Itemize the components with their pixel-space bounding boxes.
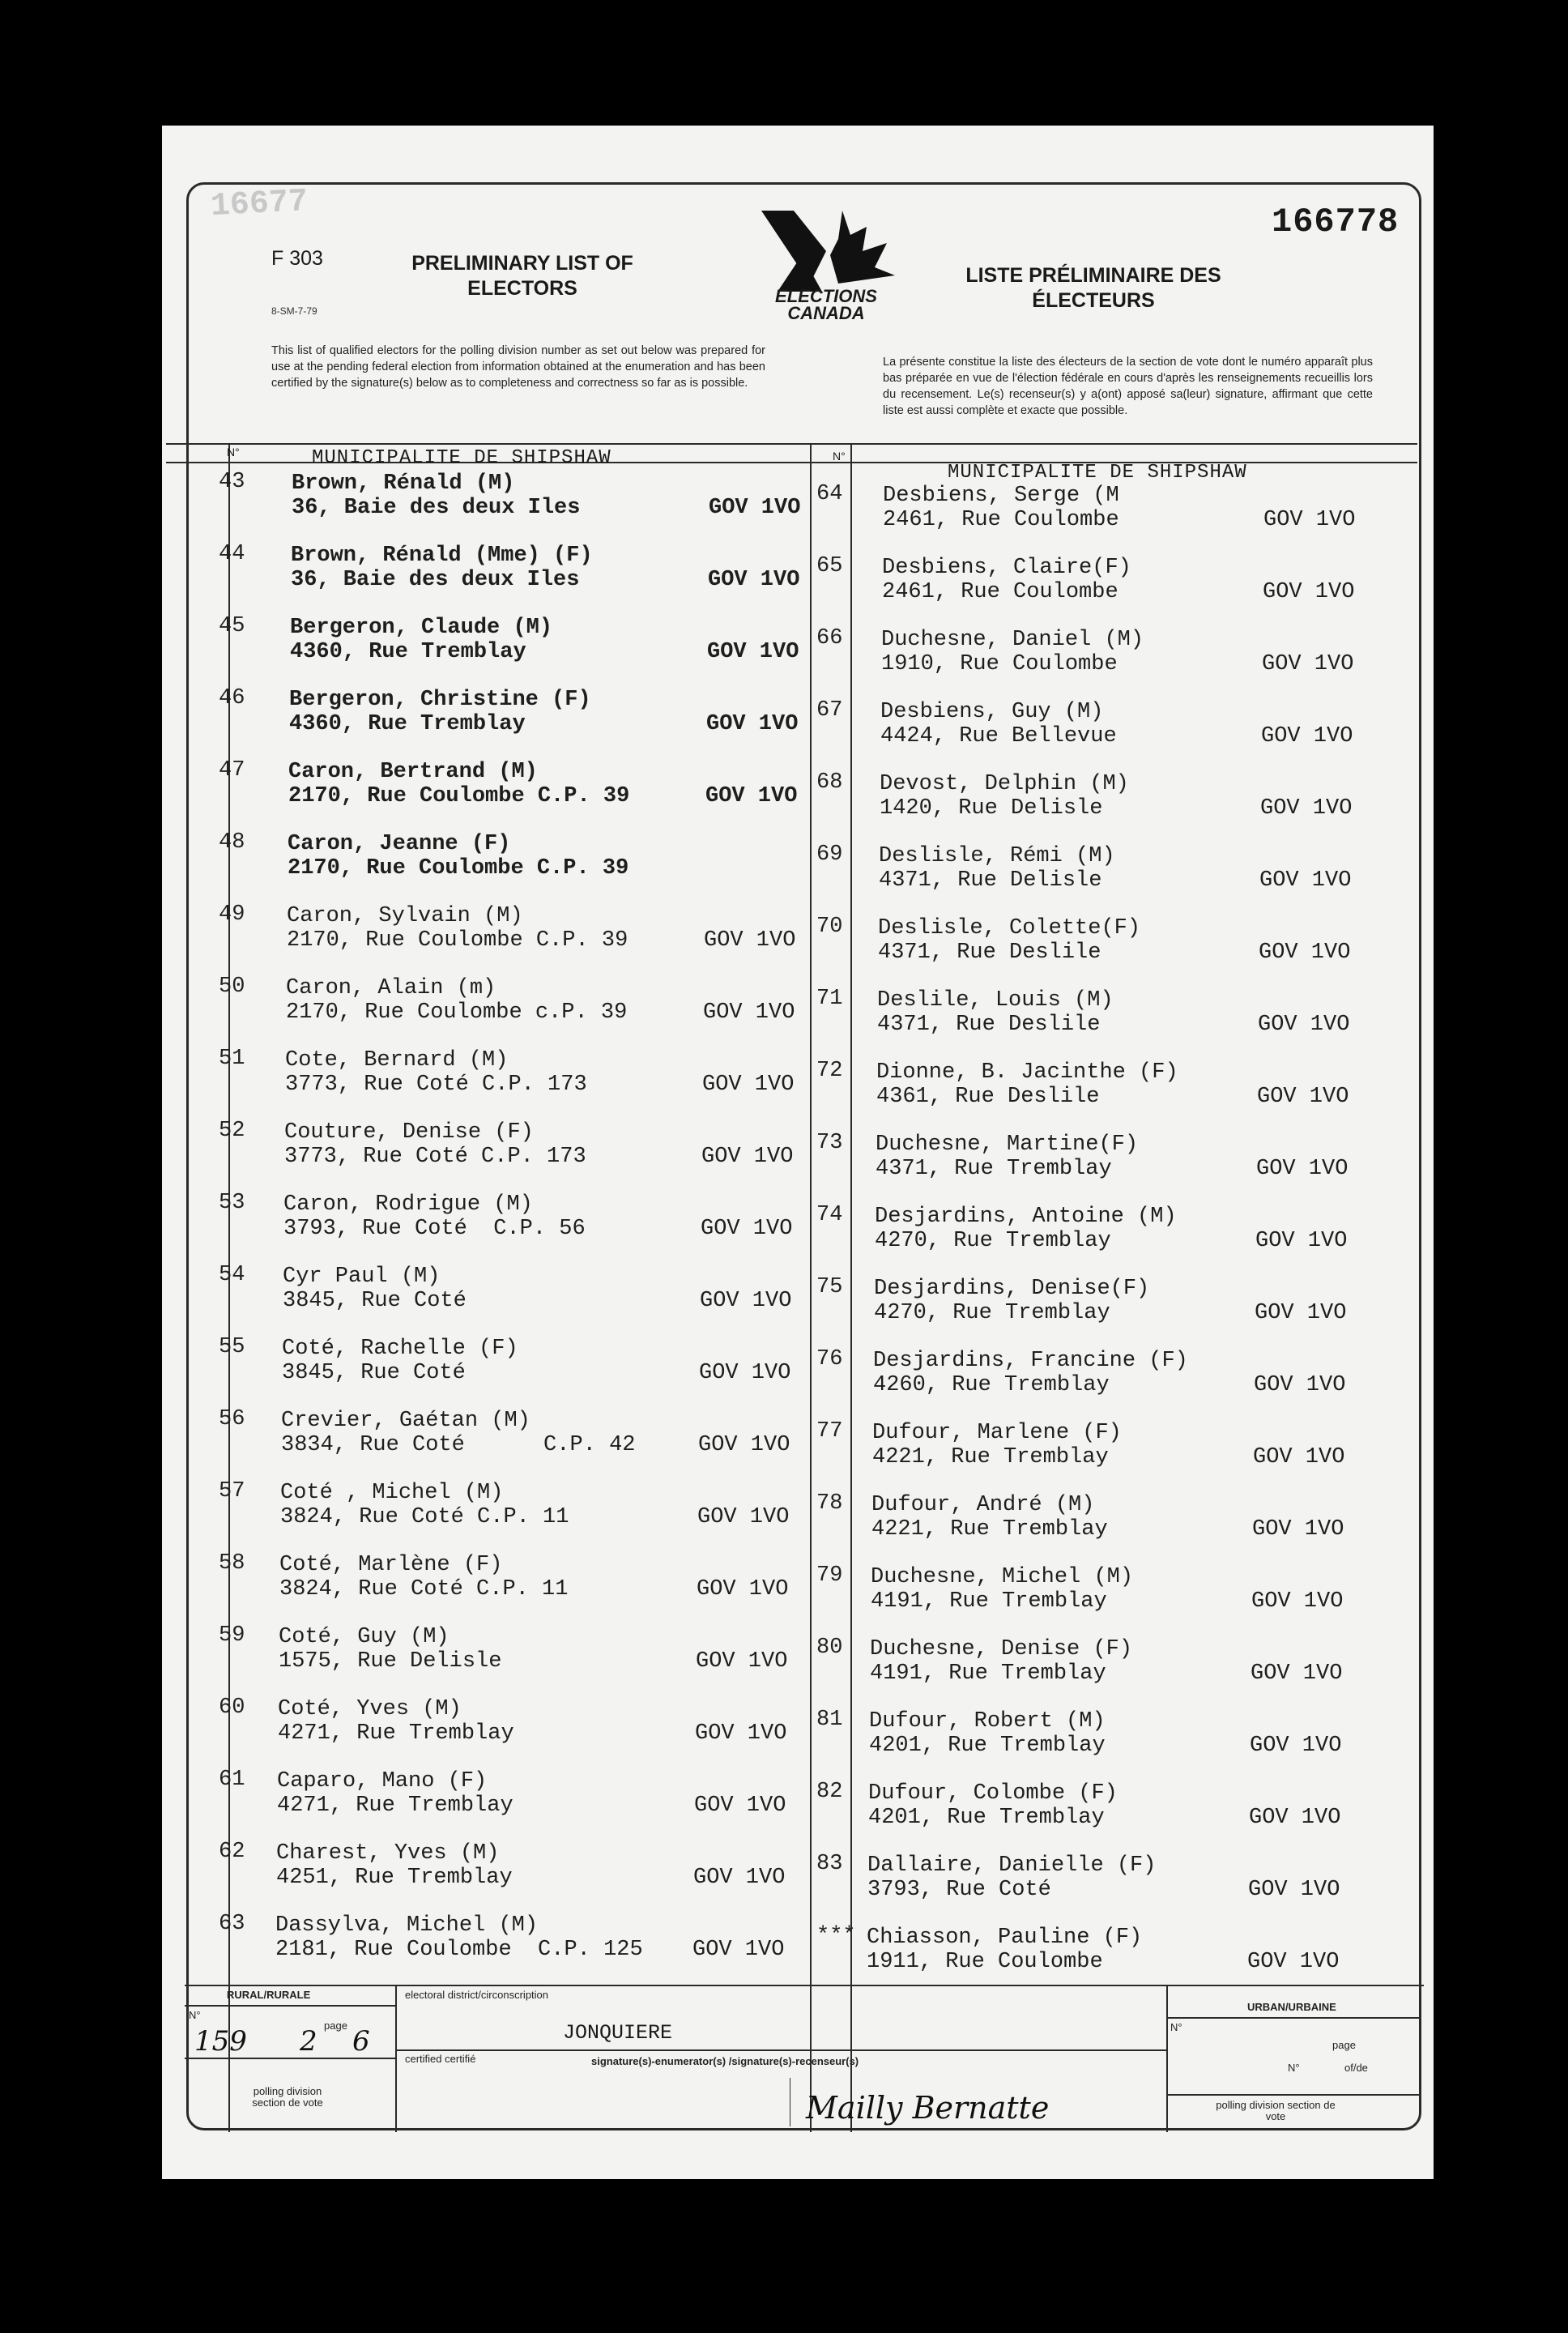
elector-address: 4361, Rue Deslile (876, 1085, 1100, 1109)
elector-name: Duchesne, Denise (F) (870, 1637, 1133, 1661)
elector-name: Dionne, B. Jacinthe (F) (876, 1060, 1178, 1085)
entry-number: 79 (816, 1563, 843, 1588)
elector-name: Dufour, André (M) (871, 1493, 1095, 1517)
entry-number: 82 (816, 1780, 843, 1804)
entry-number: 48 (219, 830, 245, 855)
postal-code: GOV 1VO (701, 1145, 794, 1169)
elector-name: Brown, Rénald (Mme) (F) (291, 544, 593, 568)
entry-number: 73 (816, 1131, 843, 1155)
postal-code: GOV 1VO (693, 1866, 786, 1890)
elector-address: 3773, Rue Coté C.P. 173 (285, 1073, 587, 1097)
elector-address: 2461, Rue Coulombe (882, 580, 1118, 604)
entry-number: 55 (219, 1335, 245, 1359)
entry-number: 67 (816, 698, 843, 723)
postal-code: GOV 1VO (699, 1361, 791, 1385)
entry-number: 49 (219, 902, 245, 927)
right-municipality-heading: MUNICIPALITE DE SHIPSHAW (948, 462, 1247, 484)
elector-name: Caron, Bertrand (M) (288, 760, 538, 784)
elector-name: Couture, Denise (F) (284, 1120, 534, 1145)
postal-code: GOV 1VO (1253, 1445, 1345, 1469)
postal-code: GOV 1VO (1263, 580, 1355, 604)
entry-number: 57 (219, 1479, 245, 1503)
elector-address: 2170, Rue Coulombe c.P. 39 (286, 1000, 628, 1025)
postal-code: GOV 1VO (1247, 1950, 1340, 1974)
postal-code: GOV 1VO (1258, 1013, 1350, 1037)
postal-code: GOV 1VO (703, 1000, 795, 1025)
elector-address: 1911, Rue Coulombe (867, 1950, 1103, 1974)
postal-code: GOV 1VO (1259, 868, 1352, 893)
elector-address: 3773, Rue Coté C.P. 173 (284, 1145, 586, 1169)
elector-name: Caron, Alain (m) (286, 976, 496, 1000)
elector-name: Desbiens, Claire(F) (882, 556, 1131, 580)
elector-name: Charest, Yves (M) (276, 1841, 500, 1866)
elector-name: Cyr Paul (M) (283, 1265, 441, 1289)
elector-address: 2170, Rue Coulombe C.P. 39 (288, 856, 629, 881)
postal-code: GOV 1VO (706, 712, 799, 736)
elector-address: 4371, Rue Deslile (878, 940, 1101, 965)
elector-name: Caparo, Mano (F) (277, 1769, 488, 1793)
entry-number: *** (816, 1924, 856, 1948)
elector-name: Desbiens, Serge (M (883, 484, 1119, 508)
logo-text (745, 288, 907, 322)
elector-name: Caron, Jeanne (F) (288, 832, 511, 856)
footer-top-rule (185, 1985, 1424, 1986)
elector-name: Devost, Delphin (M) (880, 772, 1129, 796)
entry-number: 58 (219, 1551, 245, 1576)
entry-number: 81 (816, 1708, 843, 1732)
elector-name: Dufour, Robert (M) (869, 1709, 1106, 1734)
entry-number: 63 (219, 1912, 245, 1936)
elector-name: Duchesne, Martine(F) (876, 1132, 1139, 1157)
postal-code: GOV 1VO (1256, 1157, 1349, 1181)
postal-code: GOV 1VO (1254, 1373, 1346, 1397)
electoral-district-label: electoral district/circonscription (405, 1989, 549, 2001)
postal-code: GOV 1VO (1248, 1878, 1340, 1902)
elector-address: 2181, Rue Coulombe C.P. 125 (275, 1938, 643, 1962)
postal-code: GOV 1VO (707, 640, 799, 664)
entry-number: 68 (816, 770, 843, 795)
rural-header-rule (185, 2005, 395, 2007)
postal-code: GOV 1VO (701, 1217, 793, 1241)
postal-code: GOV 1VO (1251, 1661, 1343, 1686)
elector-address: 4271, Rue Tremblay (277, 1793, 513, 1818)
elector-address: 4360, Rue Tremblay (290, 640, 526, 664)
elector-address: 2170, Rue Coulombe C.P. 39 (287, 928, 628, 953)
elector-address: 36, Baie des deux Iles (292, 496, 581, 520)
urban-page-label: page (1332, 2039, 1356, 2051)
urban-ofde-label: of/de (1344, 2062, 1368, 2074)
postal-code: GOV 1VO (1249, 1806, 1341, 1830)
elector-name: Dufour, Colombe (F) (868, 1781, 1118, 1806)
postal-code: GOV 1VO (700, 1289, 792, 1313)
elector-name: Deslile, Louis (M) (877, 988, 1114, 1013)
entry-number: 47 (219, 758, 245, 783)
elector-address: 3834, Rue Coté C.P. 42 (281, 1433, 636, 1457)
elector-name: Crevier, Gaétan (M) (281, 1409, 530, 1433)
elector-name: Coté, Rachelle (F) (282, 1337, 518, 1361)
elector-address: 4371, Rue Tremblay (876, 1157, 1112, 1181)
entry-number: 60 (219, 1695, 245, 1720)
postal-code: GOV 1VO (1260, 796, 1353, 821)
elector-address: 4270, Rue Tremblay (875, 1229, 1111, 1253)
entry-number: 74 (816, 1203, 843, 1227)
serial-number: 166778 (1272, 203, 1400, 241)
urban-no-label: N° (1170, 2021, 1182, 2033)
title-english: PRELIMINARY LIST OF ELECTORS (411, 252, 633, 300)
table-top-rule (166, 443, 1417, 445)
logo-text-line2: CANADA (787, 303, 865, 323)
postal-code: GOV 1VO (1257, 1085, 1349, 1109)
signatures-label: signature(s)-enumerator(s) /signature(s)-recenseur(s) (591, 2055, 859, 2067)
revision-code: 8-SM-7-79 (271, 305, 317, 317)
entry-number: 83 (816, 1852, 843, 1876)
elector-name: Caron, Sylvain (M) (287, 904, 523, 928)
urban-no2-label: N° (1288, 2062, 1300, 2074)
logo-text-line1: ELECTIONS (775, 286, 877, 306)
elector-address: 3845, Rue Coté (282, 1361, 466, 1385)
elector-name: Caron, Rodrigue (M) (283, 1192, 533, 1217)
postal-code: GOV 1VO (695, 1721, 787, 1746)
entry-number: 45 (219, 614, 245, 638)
elector-address: 4271, Rue Tremblay (278, 1721, 514, 1746)
postal-code: GOV 1VO (1255, 1229, 1348, 1253)
postal-code: GOV 1VO (1263, 508, 1356, 532)
elector-name: Bergeron, Christine (F) (289, 688, 591, 712)
elector-name: Desbiens, Guy (M) (880, 700, 1104, 724)
left-col-no-label: N° (227, 446, 240, 458)
elector-address: 4201, Rue Tremblay (869, 1734, 1106, 1758)
entry-number: 52 (219, 1119, 245, 1143)
elector-name: Desjardins, Antoine (M) (875, 1205, 1177, 1229)
postal-code: GOV 1VO (694, 1793, 786, 1818)
entry-number: 77 (816, 1419, 843, 1444)
elector-address: 4424, Rue Bellevue (880, 724, 1117, 749)
postal-code: GOV 1VO (705, 784, 798, 808)
intro-english: This list of qualified electors for the polling division number as set out below was prepared for use at the pending federal election from information obtained at the enumeration and has been certified by the signature(s) below as to completeness and correctness so far as is possible. (271, 344, 765, 390)
elector-name: Brown, Rénald (M) (292, 471, 515, 496)
elector-name: Duchesne, Daniel (M) (881, 628, 1144, 652)
elector-name: Coté, Guy (M) (279, 1625, 450, 1649)
rural-label: RURAL/RURALE (227, 1989, 311, 2001)
entry-number: 80 (816, 1636, 843, 1660)
entry-number: 76 (816, 1347, 843, 1371)
elector-address: 3824, Rue Coté C.P. 11 (279, 1577, 569, 1602)
entry-number: 61 (219, 1768, 245, 1792)
elector-name: Coté , Michel (M) (280, 1481, 504, 1505)
elector-name: Duchesne, Michel (M) (871, 1565, 1134, 1589)
elector-name: Deslisle, Rémi (M) (879, 844, 1115, 868)
elector-address: 3845, Rue Coté (283, 1289, 467, 1313)
entry-number: 46 (219, 686, 245, 710)
elector-name: Dassylva, Michel (M) (275, 1913, 539, 1938)
elector-address: 4260, Rue Tremblay (873, 1373, 1110, 1397)
enumerator-signature: Mailly Bernatte (806, 2090, 1050, 2126)
entry-number: 70 (816, 915, 843, 939)
document-sheet (162, 126, 1434, 2179)
elector-name: Desjardins, Francine (F) (873, 1349, 1188, 1373)
serial-number-faint: 16677 (209, 183, 309, 226)
postal-code: GOV 1VO (1251, 1589, 1344, 1614)
elector-address: 4270, Rue Tremblay (874, 1301, 1110, 1325)
postal-code: GOV 1VO (1262, 652, 1354, 676)
elector-address: 4221, Rue Tremblay (872, 1445, 1109, 1469)
postal-code: GOV 1VO (698, 1433, 790, 1457)
entry-number: 72 (816, 1059, 843, 1083)
entry-number: 64 (816, 482, 843, 506)
elector-address: 4371, Rue Delisle (879, 868, 1102, 893)
right-col-no-label: N° (833, 450, 846, 463)
urban-header-rule (1166, 2017, 1421, 2019)
urban-mid-rule (1166, 2094, 1421, 2096)
entry-number: 71 (816, 987, 843, 1011)
entry-number: 62 (219, 1840, 245, 1864)
elector-name: Deslisle, Colette(F) (878, 916, 1141, 940)
elector-name: Dallaire, Danielle (F) (867, 1853, 1157, 1878)
postal-code: GOV 1VO (702, 1073, 795, 1097)
footer-rural-divider (395, 1985, 397, 2132)
entry-number: 65 (816, 554, 843, 578)
elector-address: 4191, Rue Tremblay (870, 1661, 1106, 1686)
footer-urban-divider (1166, 1985, 1168, 2132)
entry-number: 56 (219, 1407, 245, 1431)
elector-address: 4371, Rue Deslile (877, 1013, 1101, 1037)
elector-address: 1420, Rue Delisle (880, 796, 1103, 821)
elector-name: Cote, Bernard (M) (285, 1048, 509, 1073)
electoral-district-value: JONQUIERE (563, 2021, 673, 2045)
entry-number: 44 (219, 542, 245, 566)
form-code: F 303 (271, 247, 323, 270)
urban-polling-division-label: polling division section de vote (1216, 2099, 1336, 2122)
postal-code: GOV 1VO (709, 496, 801, 520)
rural-mid-rule (185, 2058, 395, 2059)
postal-code: GOV 1VO (692, 1938, 785, 1962)
elector-name: Bergeron, Claude (M) (290, 616, 553, 640)
district-mid-rule (395, 2049, 1166, 2051)
elector-name: Coté, Yves (M) (278, 1697, 462, 1721)
entry-number: 50 (219, 975, 245, 999)
elector-name: Dufour, Marlene (F) (872, 1421, 1122, 1445)
elector-address: 36, Baie des deux Iles (291, 568, 580, 592)
elector-address: 4221, Rue Tremblay (871, 1517, 1108, 1542)
center-divider-right (850, 443, 852, 2132)
elector-address: 3824, Rue Coté C.P. 11 (280, 1505, 569, 1529)
entry-number: 69 (816, 842, 843, 867)
postal-code: GOV 1VO (1259, 940, 1351, 965)
elector-address: 4201, Rue Tremblay (868, 1806, 1105, 1830)
certified-label: certified certifié (405, 2053, 476, 2065)
postal-code: GOV 1VO (697, 1577, 789, 1602)
intro-french: La présente constitue la liste des électeurs de la section de vote dont le numéro apparaît plus bas préparée en vue de l'élection fédérale en cours d'après les renseignements recueillis lors du recensement. Le(s) recenseur(s) y a(ont) apposé sa(leur) signature, affirmant que cette liste est aussi complète et exacte que possible. (883, 356, 1373, 417)
postal-code: GOV 1VO (697, 1505, 790, 1529)
postal-code: GOV 1VO (1261, 724, 1353, 749)
left-municipality-heading: MUNICIPALITE DE SHIPSHAW (312, 447, 611, 469)
postal-code: GOV 1VO (696, 1649, 788, 1674)
rural-page-of-value: 6 (352, 2025, 370, 2058)
rural-page-value: 2 (300, 2025, 317, 2058)
entry-number: 43 (219, 470, 245, 494)
elector-address: 4251, Rue Tremblay (276, 1866, 513, 1890)
entry-number: 51 (219, 1047, 245, 1071)
postal-code: GOV 1VO (1252, 1517, 1344, 1542)
rural-polling-division-label: polling division section de vote (252, 2085, 323, 2109)
entry-number: 54 (219, 1263, 245, 1287)
entry-number: 53 (219, 1191, 245, 1215)
entry-number: 66 (816, 626, 843, 650)
postal-code: GOV 1VO (704, 928, 796, 953)
elector-address: 2461, Rue Coulombe (883, 508, 1119, 532)
postal-code: GOV 1VO (708, 568, 800, 592)
elector-address: 1910, Rue Coulombe (881, 652, 1118, 676)
entry-number: 59 (219, 1623, 245, 1648)
elector-address: 4360, Rue Tremblay (289, 712, 526, 736)
rural-number-value: 159 (194, 2025, 247, 2058)
elector-address: 1575, Rue Delisle (279, 1649, 502, 1674)
center-divider-left (810, 443, 812, 2132)
urban-label: URBAN/URBAINE (1247, 2001, 1336, 2013)
entry-number: 75 (816, 1275, 843, 1299)
elector-name: Chiasson, Pauline (F) (867, 1926, 1143, 1950)
elector-address: 3793, Rue Coté C.P. 56 (283, 1217, 586, 1241)
elector-address: 3793, Rue Coté (867, 1878, 1051, 1902)
elector-address: 2170, Rue Coulombe C.P. 39 (288, 784, 630, 808)
postal-code: GOV 1VO (1255, 1301, 1347, 1325)
elector-name: Coté, Marlène (F) (279, 1553, 503, 1577)
postal-code: GOV 1VO (1250, 1734, 1342, 1758)
elector-name: Desjardins, Denise(F) (874, 1277, 1150, 1301)
elector-address: 4191, Rue Tremblay (871, 1589, 1107, 1614)
title-french: LISTE PRÉLIMINAIRE DES ÉLECTEURS (965, 264, 1221, 312)
entry-number: 78 (816, 1491, 843, 1516)
rural-page-label: page (324, 2020, 347, 2032)
rural-no-label: N° (189, 2009, 201, 2021)
